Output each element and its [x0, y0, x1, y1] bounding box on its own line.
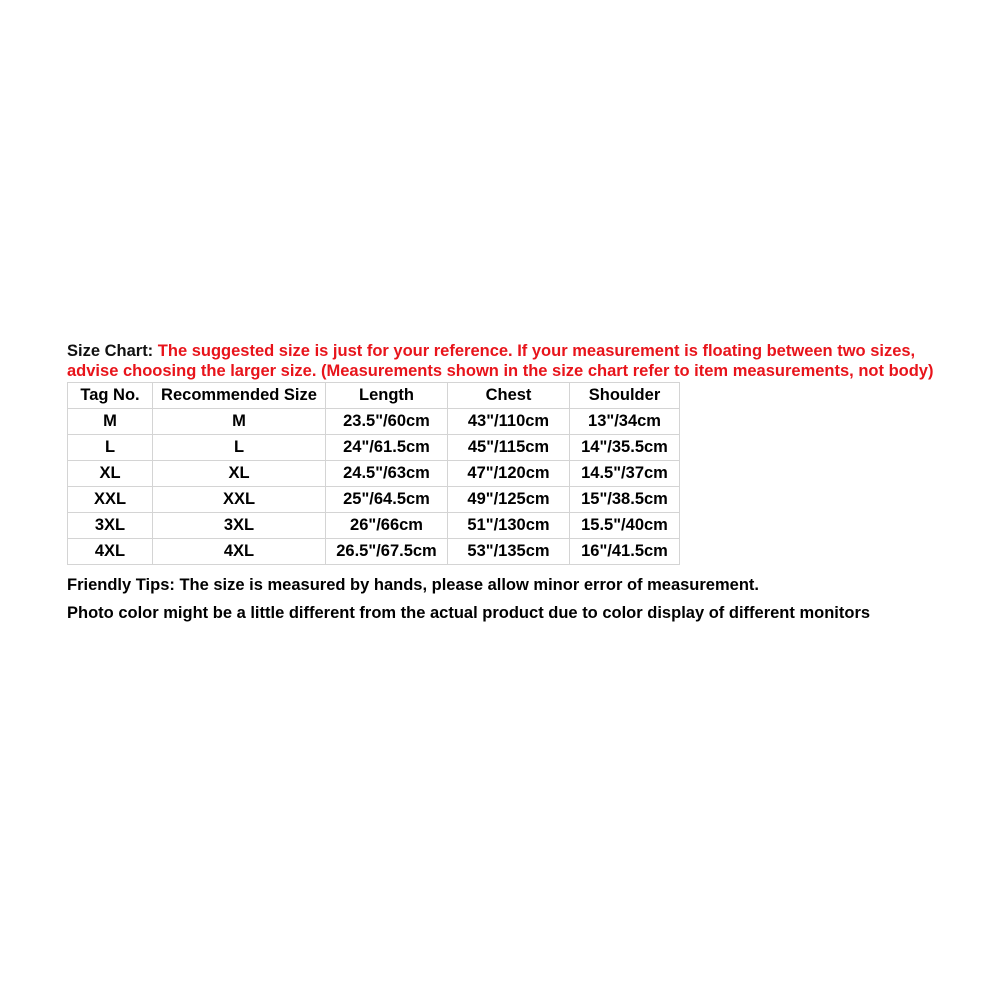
- table-row: [68, 435, 680, 461]
- header-chest: Chest: [448, 383, 570, 409]
- cell-shoulder: 14"/35.5cm: [570, 435, 680, 461]
- cell-chest: 51"/130cm: [448, 513, 570, 539]
- cell-chest: 47"/120cm: [448, 461, 570, 487]
- table-row: [68, 409, 680, 435]
- cell-tag-no: L: [68, 435, 153, 461]
- size-chart-label: Size Chart:: [67, 342, 158, 360]
- cell-recommended-size: XL: [153, 461, 326, 487]
- cell-recommended-size: 3XL: [153, 513, 326, 539]
- cell-recommended-size: XXL: [153, 487, 326, 513]
- cell-shoulder: 15"/38.5cm: [570, 487, 680, 513]
- cell-chest: 53"/135cm: [448, 539, 570, 565]
- cell-shoulder: 15.5"/40cm: [570, 513, 680, 539]
- cell-tag-no: XXL: [68, 487, 153, 513]
- size-table: [67, 382, 680, 565]
- header-shoulder: Shoulder: [570, 383, 680, 409]
- cell-shoulder: 14.5"/37cm: [570, 461, 680, 487]
- size-reference-note: The suggested size is just for your reference. If your measurement is floating between two sizes, advise choosing the larger size. (Measurements shown in the size chart refer to item measurements, not body): [67, 342, 934, 380]
- cell-tag-no: M: [68, 409, 153, 435]
- table-header-row: [68, 383, 680, 409]
- size-chart-intro: [67, 341, 947, 381]
- cell-tag-no: XL: [68, 461, 153, 487]
- cell-length: 26"/66cm: [326, 513, 448, 539]
- header-tag-no: Tag No.: [68, 383, 153, 409]
- friendly-tips: Friendly Tips: The size is measured by hands, please allow minor error of measurement.: [67, 576, 759, 594]
- table-row: [68, 487, 680, 513]
- cell-shoulder: 16"/41.5cm: [570, 539, 680, 565]
- cell-length: 26.5"/67.5cm: [326, 539, 448, 565]
- cell-chest: 43"/110cm: [448, 409, 570, 435]
- cell-recommended-size: M: [153, 409, 326, 435]
- cell-chest: 45"/115cm: [448, 435, 570, 461]
- cell-length: 23.5"/60cm: [326, 409, 448, 435]
- cell-shoulder: 13"/34cm: [570, 409, 680, 435]
- cell-recommended-size: L: [153, 435, 326, 461]
- cell-chest: 49"/125cm: [448, 487, 570, 513]
- cell-tag-no: 3XL: [68, 513, 153, 539]
- table-row: [68, 461, 680, 487]
- cell-length: 24.5"/63cm: [326, 461, 448, 487]
- header-length: Length: [326, 383, 448, 409]
- cell-length: 25"/64.5cm: [326, 487, 448, 513]
- cell-recommended-size: 4XL: [153, 539, 326, 565]
- table-row: [68, 539, 680, 565]
- cell-length: 24"/61.5cm: [326, 435, 448, 461]
- table-row: [68, 513, 680, 539]
- size-chart-block: [67, 341, 947, 633]
- header-recommended-size: Recommended Size: [153, 383, 326, 409]
- photo-color-note: Photo color might be a little different from the actual product due to color display of different monitors: [67, 604, 871, 622]
- cell-tag-no: 4XL: [68, 539, 153, 565]
